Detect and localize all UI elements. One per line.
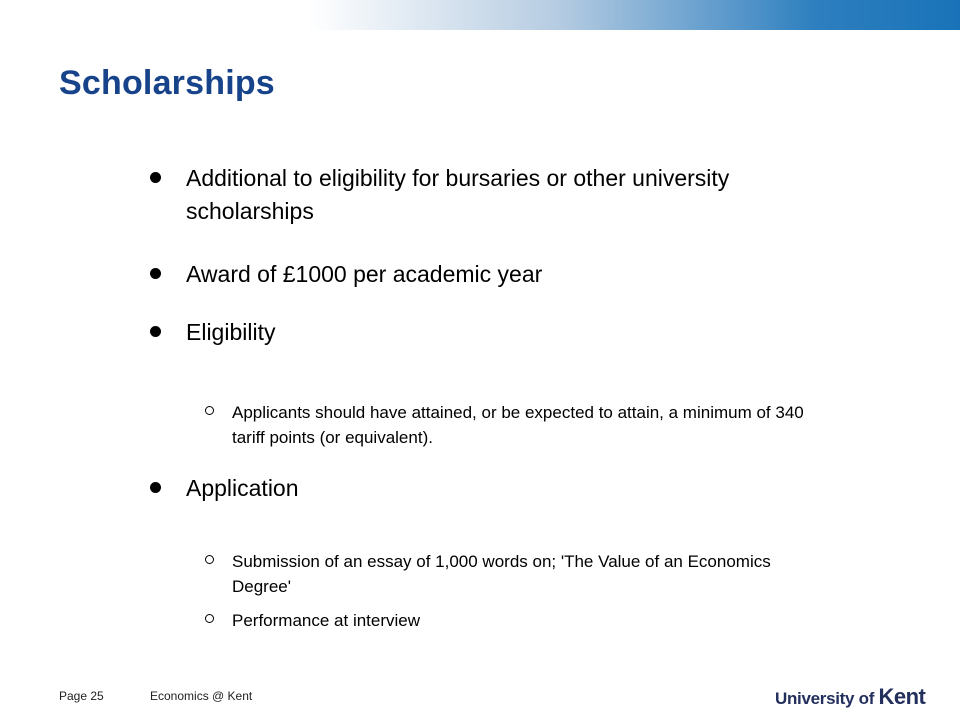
university-logo: [775, 684, 925, 710]
bullet-text: Award of £1000 per academic year: [186, 261, 543, 287]
bullet-dot-icon: [150, 326, 161, 337]
sub-bullet-text: Applicants should have attained, or be expected to attain, a minimum of 340 tariff points (or equivalent).: [232, 403, 804, 447]
sub-bullet-item: [232, 549, 832, 599]
sub-bullet-item: [232, 608, 832, 633]
sub-bullet-item: [232, 400, 832, 450]
page-number: Page 25: [59, 689, 104, 703]
bullet-dot-icon: [150, 172, 161, 183]
sub-bullet-text: Performance at interview: [232, 611, 421, 630]
bullet-item: [186, 472, 826, 505]
bullet-dot-icon: [150, 482, 161, 493]
bullet-item: [186, 258, 826, 291]
logo-name: Kent: [878, 684, 926, 709]
bullet-text: Eligibility: [186, 319, 276, 345]
sub-bullet-ring-icon: [205, 406, 214, 415]
logo-prefix: University of: [775, 689, 879, 708]
bullet-item: [186, 316, 826, 349]
bullet-dot-icon: [150, 268, 161, 279]
bullet-text: Additional to eligibility for bursaries or other university scholarships: [186, 165, 730, 224]
sub-bullet-text: Submission of an essay of 1,000 words on; 'The Value of an Economics Degree': [232, 552, 771, 596]
bullet-item: [186, 162, 826, 228]
slide-title: Scholarships: [59, 64, 275, 102]
sub-bullet-ring-icon: [205, 614, 214, 623]
footer-department: Economics @ Kent: [150, 689, 253, 703]
bullet-text: Application: [186, 475, 299, 501]
sub-bullet-ring-icon: [205, 555, 214, 564]
